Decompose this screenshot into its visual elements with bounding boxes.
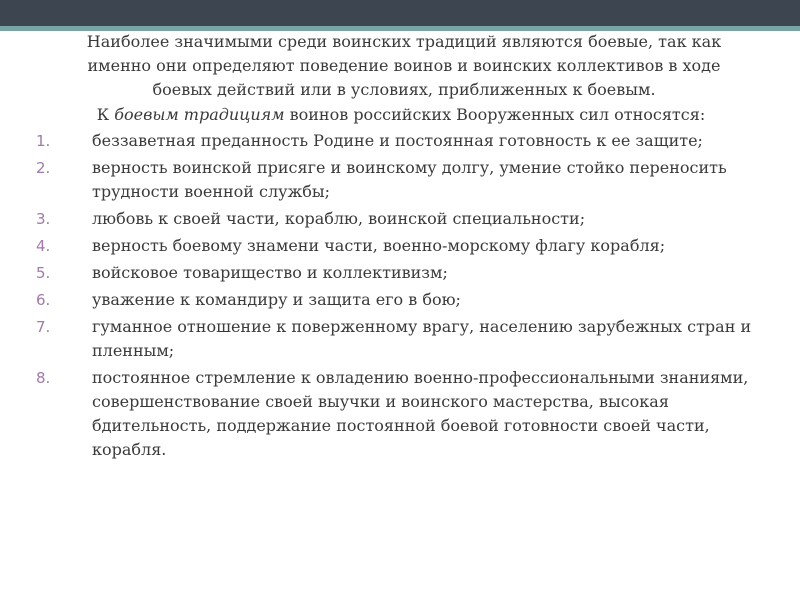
list-item-text: верность воинской присяге и воинскому долгу, умение стойко переносить трудности военной службы;	[92, 158, 727, 201]
slide-content	[36, 30, 766, 465]
list-item	[36, 156, 766, 204]
lead-emphasis: боевым традициям	[114, 105, 285, 124]
list-item-number: 3.	[36, 210, 51, 228]
list-item	[36, 207, 766, 231]
list-item	[36, 315, 766, 363]
traditions-list	[36, 129, 766, 462]
list-item	[36, 288, 766, 312]
list-item-text: постоянное стремление к овладению военно-профессиональными знаниями, совершенствование своей выучки и воинского мастерства, высокая бдительность, поддержание постоянной боевой готовности своей части, корабля.	[92, 368, 749, 459]
list-item-number: 4.	[36, 237, 51, 255]
list-item-text: уважение к командиру и защита его в бою;	[92, 290, 461, 309]
header-band	[0, 0, 800, 26]
list-item-text: верность боевому знамени части, военно-морскому флагу корабля;	[92, 236, 666, 255]
list-item	[36, 261, 766, 285]
list-item-text: войсковое товарищество и коллективизм;	[92, 263, 448, 282]
lead-suffix: воинов российских Вооруженных сил относятся:	[284, 105, 706, 124]
lead-prefix: К	[96, 105, 115, 124]
intro-paragraph: Наиболее значимыми среди воинских традиций являются боевые, так как именно они определяют поведение воинов и воинских коллективов в ходе боевых действий или в условиях, приближенных к боевым.	[86, 32, 722, 99]
list-item-text: любовь к своей части, кораблю, воинской специальности;	[92, 209, 586, 228]
list-item	[36, 129, 766, 153]
lead-paragraph	[36, 103, 766, 127]
list-item-number: 8.	[36, 369, 51, 387]
list-item-number: 6.	[36, 291, 51, 309]
list-item-text: беззаветная преданность Родине и постоянная готовность к ее защите;	[92, 131, 703, 150]
list-item-number: 2.	[36, 159, 51, 177]
list-item	[36, 234, 766, 258]
list-item	[36, 366, 766, 462]
list-item-number: 5.	[36, 264, 51, 282]
list-item-text: гуманное отношение к поверженному врагу, населению зарубежных стран и пленным;	[92, 317, 752, 360]
list-item-number: 7.	[36, 318, 51, 336]
list-item-number: 1.	[36, 132, 51, 150]
